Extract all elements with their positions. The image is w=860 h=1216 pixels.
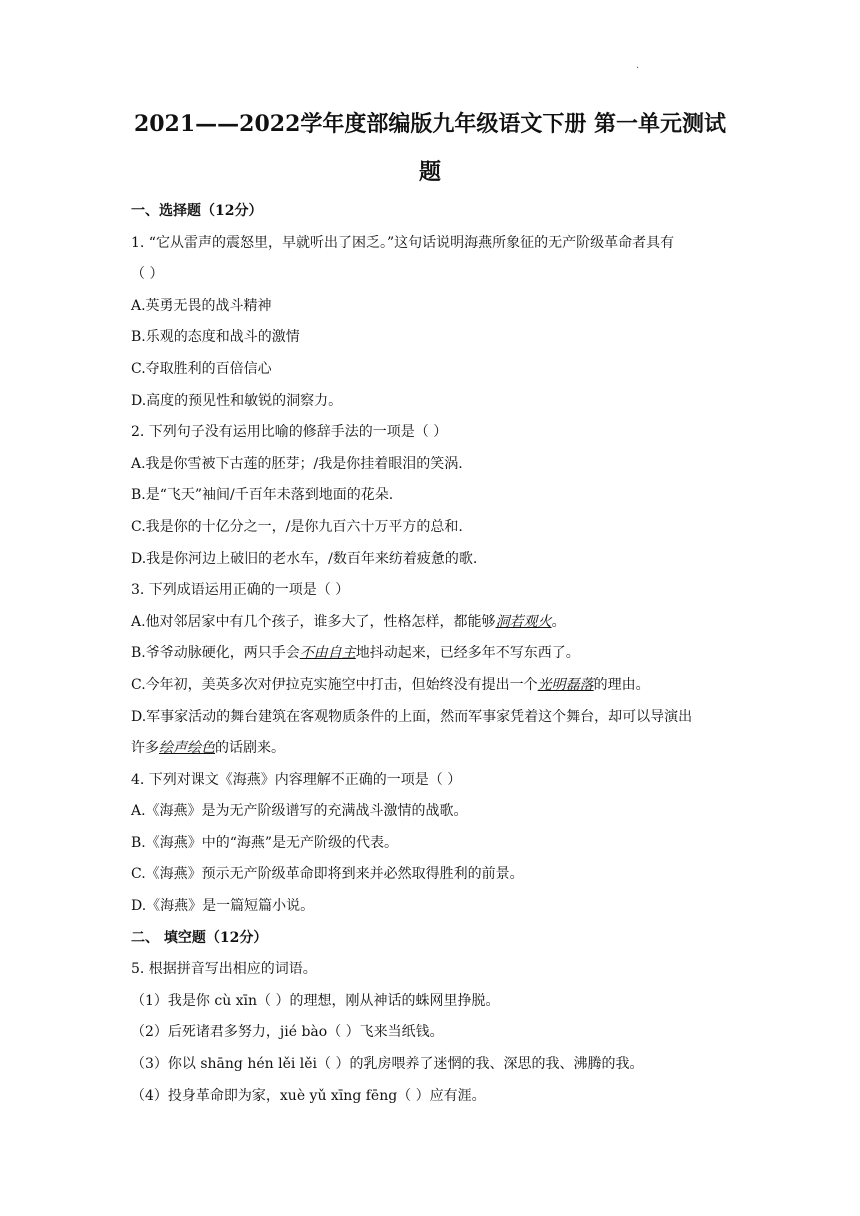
document-body xyxy=(131,196,731,1112)
idiom: 光明磊落 xyxy=(537,676,594,693)
title-line-2: 题 xyxy=(418,159,441,185)
question-3-option-b xyxy=(131,638,731,670)
page-title xyxy=(110,100,750,196)
question-2-option-d: D.我是你河边上破旧的老水车，/数百年来纺着疲惫的歌. xyxy=(131,550,478,567)
question-4-stem: 4. 下列对课文《海燕》内容理解不正确的一项是（ ） xyxy=(131,771,462,788)
idiom: 不由自主 xyxy=(299,645,356,662)
question-1-stem-cont: （ ） xyxy=(131,266,164,283)
text: 地抖动起来，已经多年不写东西了。 xyxy=(355,645,580,662)
question-5-item-2: （2）后死诸君多努力，jié bào（ ）飞来当纸钱。 xyxy=(131,1024,444,1041)
header-mark: . xyxy=(636,60,640,71)
question-5-item-4: （4）投身革命即为家，xuè yǔ xīng fēng（ ）应有涯。 xyxy=(131,1087,486,1104)
question-3-option-c xyxy=(131,670,731,702)
question-3-option-d-line-2 xyxy=(131,733,731,765)
question-1-option-a: A.英勇无畏的战斗精神 xyxy=(131,297,272,314)
question-2-option-a: A.我是你雪被下古莲的胚芽；/我是你挂着眼泪的笑涡. xyxy=(131,455,463,472)
question-5-stem: 5. 根据拼音写出相应的词语。 xyxy=(131,961,317,978)
text: C.今年初，美英多次对伊拉克实施空中打击，但始终没有提出一个 xyxy=(131,676,538,693)
question-2-stem: 2. 下列句子没有运用比喻的修辞手法的一项是（ ） xyxy=(131,424,448,441)
question-4-option-b: B.《海燕》中的“海燕”是无产阶级的代表。 xyxy=(131,834,399,851)
section-heading-choice: 一、选择题（12分） xyxy=(131,203,263,219)
idiom: 绘声绘色 xyxy=(159,740,215,757)
text: 的理由。 xyxy=(593,676,650,693)
question-1-stem: 1. “它从雷声的震怒里，早就听出了困乏。”这句话说明海燕所象征的无产阶级革命者具有 xyxy=(131,234,675,251)
section-heading-fill: 二、 填空题（12分） xyxy=(131,929,268,946)
text: 的话剧来。 xyxy=(215,740,285,757)
question-3-option-a xyxy=(131,607,731,639)
title-line-1: 2021——2022学年度部编版九年级语文下册 第一单元测试 xyxy=(133,111,727,137)
text: B.爷爷动脉硬化，两只手会 xyxy=(131,645,300,662)
question-4-option-c: C.《海燕》预示无产阶级革命即将到来并必然取得胜利的前景。 xyxy=(131,866,524,883)
text: 许多 xyxy=(131,740,159,757)
question-3-option-d-line-1: D.军事家活动的舞台建筑在客观物质条件的上面，然而军事家凭着这个舞台，却可以导演出 xyxy=(131,708,693,725)
idiom: 洞若观火 xyxy=(495,613,552,630)
question-1-option-b: B.乐观的态度和战斗的激情 xyxy=(131,329,300,346)
question-4-option-d: D.《海燕》是一篇短篇小说。 xyxy=(131,898,315,915)
question-5-item-3: （3）你以 shāng hén lěi lěi（ ）的乳房喂养了迷惘的我、深思的我、沸腾的我。 xyxy=(131,1056,644,1073)
question-5-item-1: （1）我是你 cù xīn（ ）的理想，刚从神话的蛛网里挣脱。 xyxy=(131,992,500,1009)
question-2-option-b: B.是“飞天”袖间/千百年未落到地面的花朵. xyxy=(131,487,394,504)
question-1-option-d: D.高度的预见性和敏锐的洞察力。 xyxy=(131,392,343,409)
question-1-option-c: C.夺取胜利的百倍信心 xyxy=(131,360,272,377)
question-3-stem: 3. 下列成语运用正确的一项是（ ） xyxy=(131,582,350,599)
text: A.他对邻居家中有几个孩子，谁多大了，性格怎样，都能够 xyxy=(131,613,496,630)
question-4-option-a: A.《海燕》是为无产阶级谱写的充满战斗激情的战歌。 xyxy=(131,803,468,820)
text: 。 xyxy=(551,613,566,630)
question-2-option-c: C.我是你的十亿分之一，/是你九百六十万平方的总和. xyxy=(131,518,463,535)
